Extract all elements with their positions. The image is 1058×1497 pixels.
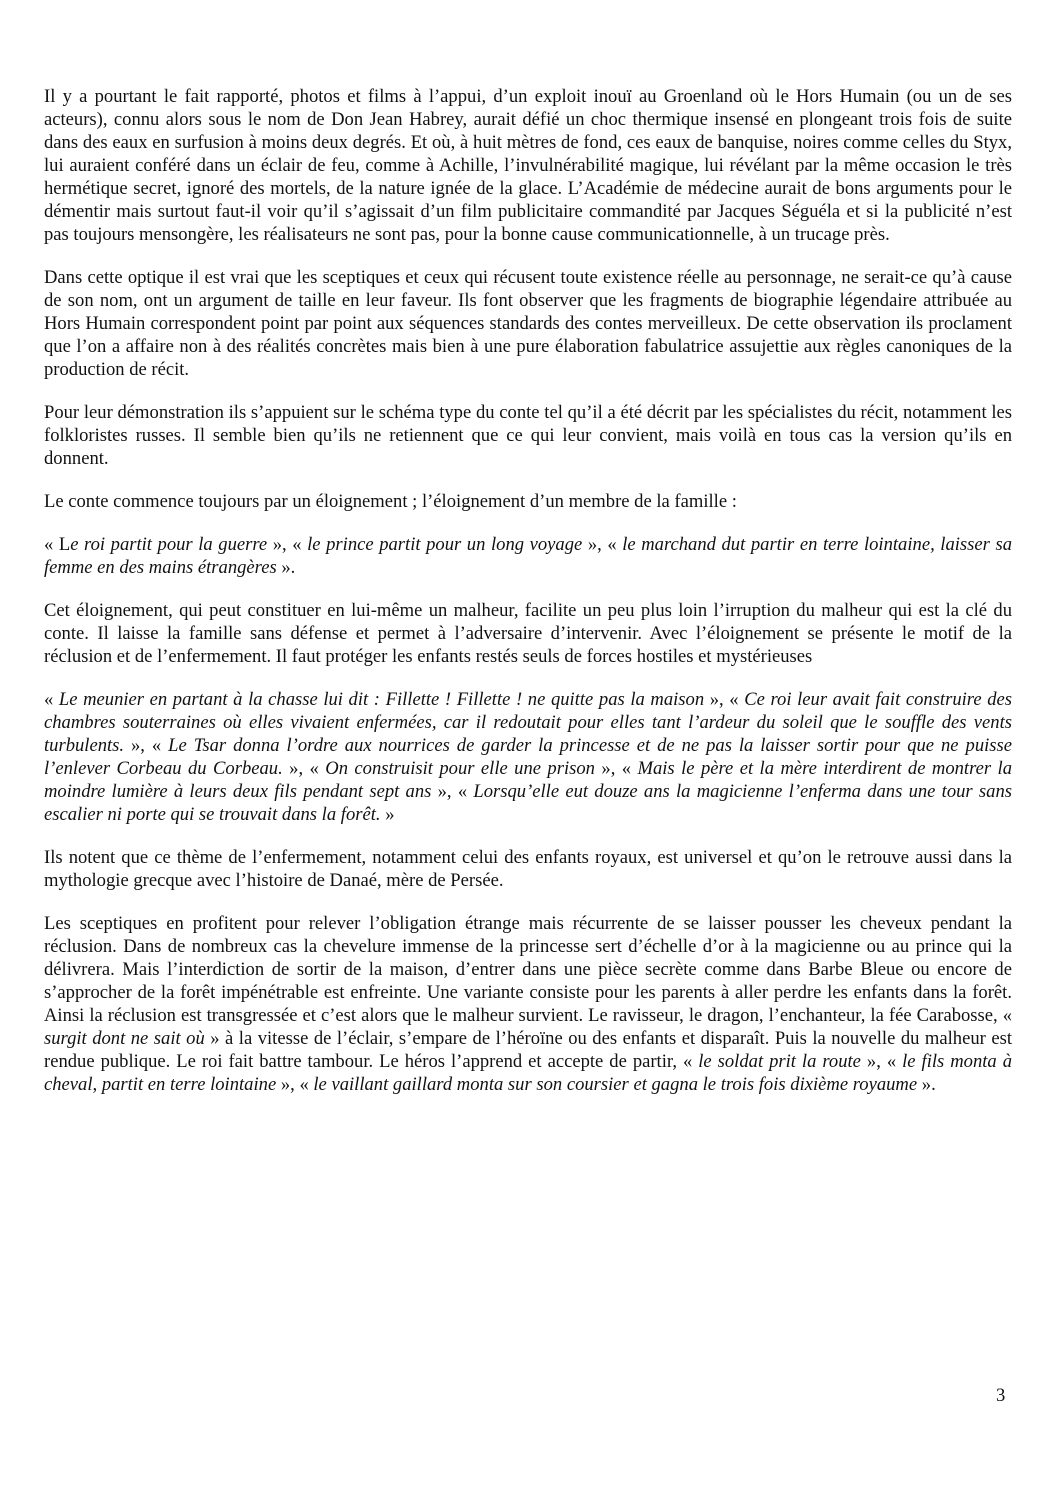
quoted-text: le soldat prit la route: [698, 1051, 861, 1072]
text-run: ».: [917, 1074, 936, 1095]
paragraph: Cet éloignement, qui peut constituer en lui-même un malheur, facilite un peu plus loin l’irruption du malheur qui est la clé du conte. Il laisse la famille sans défense et permet à l’adversaire d’intervenir. Avec l’éloignement se présente le motif de la réclusion et de l’enfermement. Il faut protéger les enfants restés seuls de forces hostiles et mystérieuses: [44, 600, 1012, 667]
quoted-text: Le meunier en partant à la chasse lui dit : Fillette ! Fillette ! ne quitte pas la maison: [58, 689, 705, 710]
text-run: », «: [282, 758, 326, 779]
page-number: 3: [996, 1385, 1006, 1406]
document-page: [44, 85, 1012, 1096]
quoted-text: surgit dont ne sait où: [44, 1028, 205, 1049]
quoted-text: Le Tsar donna l’ordre aux nourrices de garder la princesse et de ne pas la laisser sortir pour que ne puisse l’enlever Corbeau du Corbeau.: [44, 735, 1013, 779]
quoted-text: Lorsqu’elle eut douze ans la magicienne l’enferma dans une tour sans escalier ni porte qui se trouvait dans la forêt.: [44, 781, 1012, 825]
paragraph: Le conte commence toujours par un éloignement ; l’éloignement d’un membre de la famille :: [44, 491, 737, 512]
text-run: », «: [431, 781, 474, 802]
text-run: », «: [594, 758, 638, 779]
quotation-paragraph: [44, 533, 1012, 579]
quoted-text: le fils monta à cheval, partit en terre lointaine: [44, 1051, 1012, 1095]
text-run: « L: [44, 534, 71, 555]
text-run: ».: [276, 557, 296, 578]
quotation-paragraph: [44, 688, 1012, 826]
quoted-text: On construisit pour elle une prison: [325, 758, 595, 779]
paragraph: Il y a pourtant le fait rapporté, photos et films à l’appui, d’un exploit inouï au Groenland où le Hors Humain (ou un de ses acteurs), connu alors sous le nom de Don Jean Habrey, aurait défié un choc thermique insensé en plongeant trois fois de suite dans des eaux en surfusion à moins deux degrés. Et où, à huit mètres de fond, ces eaux de banquise, noires comme celles du Styx, lui auraient conféré dans un éclair de feu, comme à Achille, l’invulnérabilité magique, lui révélant par la même occasion le très hermétique secret, ignoré des mortels, de la nature ignée de la glace. L’Académie de médecine aurait de bons arguments pour le démentir mais surtout faut-il voir qu’il s’agissait d’un film publicitaire commandité par Jacques Séguéla et si la publicité n’est pas toujours mensongère, les réalisateurs ne sont pas, pour la bonne cause communicationnelle, à un trucage près.: [44, 86, 1012, 245]
text-run: » à la vitesse de l’éclair, s’empare de l’héroïne ou des enfants et disparaît. Puis la nouvelle du malheur est rendue publique. Le roi fait battre tambour. Le héros l’apprend et accepte de partir, «: [44, 1028, 1012, 1072]
paragraph: Ils notent que ce thème de l’enfermement, notamment celui des enfants royaux, est universel et qu’on le retrouve aussi dans la mythologie grecque avec l’histoire de Danaé, mère de Persée.: [44, 847, 1012, 891]
quoted-text: Ce roi leur avait fait construire des chambres souterraines où elles vivaient enfermées, car il redoutait pour elles tant l’ardeur du soleil que le souffle des vents turbulents.: [44, 689, 1012, 756]
paragraph: Dans cette optique il est vrai que les sceptiques et ceux qui récusent toute existence réelle au personnage, ne serait-ce qu’à cause de son nom, ont un argument de taille en leur faveur. Ils font observer que les fragments de biographie légendaire attribuée au Hors Humain correspondent point par point aux séquences standards des contes merveilleux. De cette observation ils proclament que l’on a affaire non à des réalités concrètes mais bien à une pure élaboration fabulatrice assujettie aux règles canoniques de la production de récit.: [44, 267, 1012, 380]
text-run: », «: [704, 689, 745, 710]
text-run: », «: [582, 534, 623, 555]
text-run: », «: [124, 735, 169, 756]
text-run: », «: [267, 534, 308, 555]
paragraph: [44, 912, 1012, 1096]
quoted-text: Mais le père et la mère interdirent de montrer la moindre lumière à leurs deux fils pendant sept ans: [44, 758, 1012, 802]
paragraph: Pour leur démonstration ils s’appuient sur le schéma type du conte tel qu’il a été décrit par les spécialistes du récit, notamment les folkloristes russes. Il semble bien qu’ils ne retiennent que ce qui leur convient, mais voilà en tous cas la version qu’ils en donnent.: [44, 402, 1012, 469]
quoted-text: le marchand dut partir en terre lointaine, laisser sa femme en des mains étrangères: [44, 534, 1012, 578]
quoted-text: e roi partit pour la guerre: [70, 534, 268, 555]
text-run: », «: [860, 1051, 903, 1072]
text-run: »: [380, 804, 395, 825]
text-run: Les sceptiques en profitent pour relever l’obligation étrange mais récurrente de se laisser pousser les cheveux pendant la réclusion. Dans de nombreux cas la chevelure immense de la princesse sert d’échelle d’or à la magicienne ou au prince qui la délivrera. Mais l’interdiction de sortir de la maison, d’entrer dans une pièce secrète comme dans Barbe Bleue ou encore de s’approcher de la forêt impénétrable est enfreinte. Une variante consiste pour les parents à aller perdre les enfants dans la forêt. Ainsi la réclusion est transgressée et c’est alors que le malheur survient. Le ravisseur, le dragon, l’enchanteur, la fée Carabosse, «: [44, 913, 1012, 1026]
text-run: «: [44, 689, 59, 710]
quoted-text: le vaillant gaillard monta sur son coursier et gagna le trois fois dixième royaume: [313, 1074, 918, 1095]
quoted-text: le prince partit pour un long voyage: [307, 534, 583, 555]
text-run: », «: [276, 1074, 314, 1095]
